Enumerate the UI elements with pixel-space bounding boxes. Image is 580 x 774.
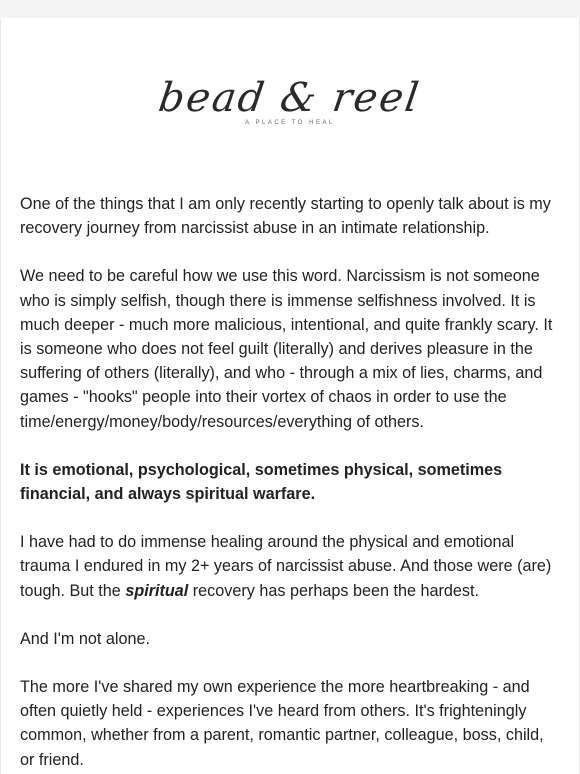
- logo-wordmark: bead & reel: [156, 75, 424, 121]
- healing-text-before: I have had to do immense healing around the physical and emotional trauma I endured in my 2+ years of narcissist abuse. And those were (are) tough. But the: [20, 533, 552, 600]
- logo-tagline: A PLACE TO HEAL: [245, 120, 335, 126]
- healing-text-after: recovery has perhaps been the hardest.: [188, 581, 479, 600]
- header: [1, 18, 579, 128]
- paragraph-warfare: It is emotional, psychological, sometimes physical, sometimes financial, and always spiritual warfare.: [20, 460, 503, 504]
- email-body: [1, 128, 579, 772]
- paragraph-definition: We need to be careful how we use this word. Narcissism is not someone who is simply selfish, though there is immense selfishness involved. It is much deeper - much more malicious, intentional, and quite frankly scary. It is someone who does not feel guilt (literally) and derives pleasure in the suffering of others (literally), and who - through a mix of lies, charms, and games - "hooks" people into their vortex of chaos in order to use the time/energy/money/body/resources/everything of others.: [20, 267, 553, 431]
- paragraph-healing: [20, 530, 560, 603]
- email-card: [0, 18, 580, 774]
- paragraph-shared: The more I've shared my own experience the more heartbreaking - and often quietly held - experiences I've heard from others. It's frighteningly common, whether from a parent, romantic partner, colleague, boss, child, or friend.: [20, 678, 544, 769]
- brand-logo[interactable]: [156, 75, 424, 126]
- healing-text-emphasis: spiritual: [125, 581, 189, 600]
- paragraph-not-alone: And I'm not alone.: [20, 629, 150, 648]
- paragraph-intro: One of the things that I am only recently starting to openly talk about is my recovery journey from narcissist abuse in an intimate relationship.: [20, 195, 551, 238]
